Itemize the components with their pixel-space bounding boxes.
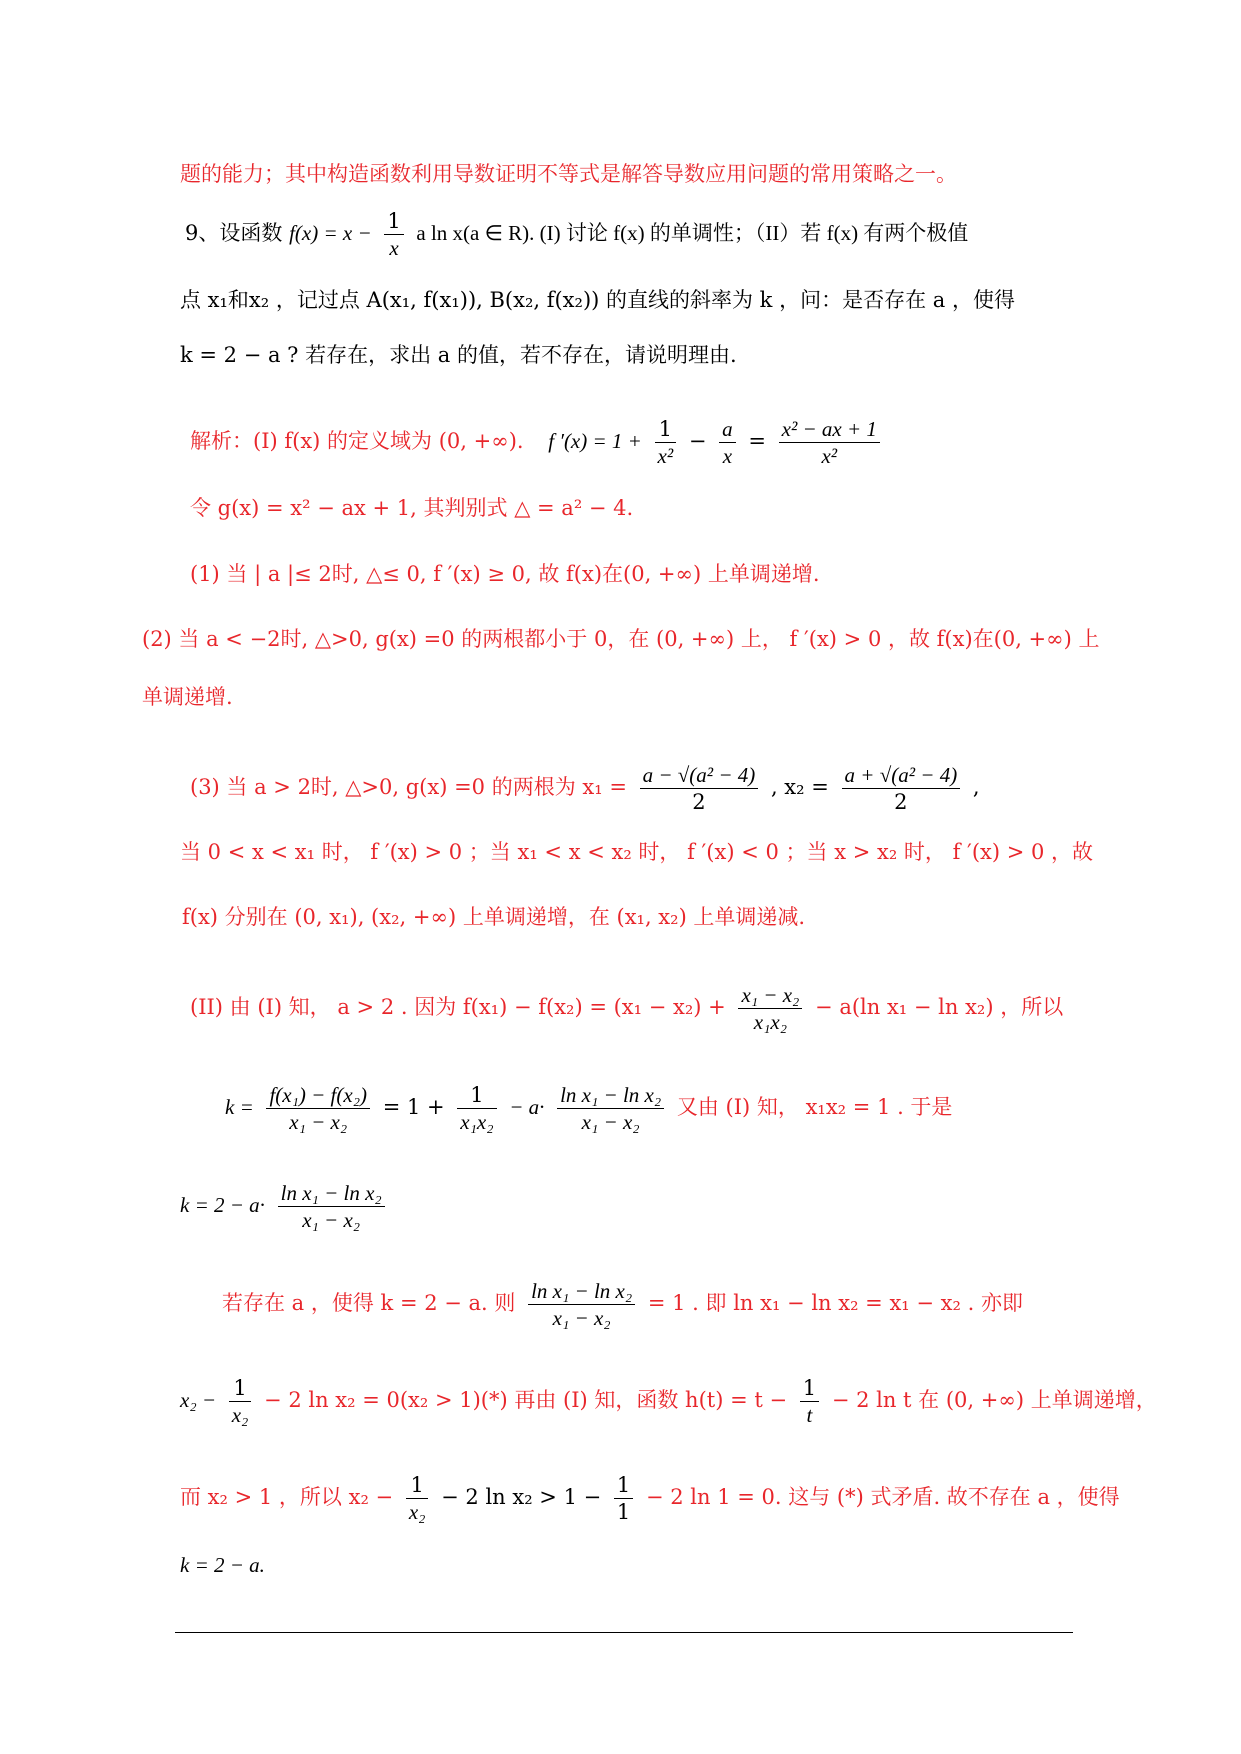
fraction (719, 416, 736, 469)
denominator: 1 (616, 1500, 631, 1524)
separator: , x₂ = (770, 775, 829, 799)
solution-line-8: f(x) 分别在 (0, x₁), (x₂, +∞) 上单调递增，在 (x₁, x₂) 上单调递减. (182, 905, 806, 929)
fraction (278, 1180, 385, 1233)
operator: = 1 + (382, 1095, 445, 1119)
denominator: x₂ (408, 1500, 426, 1524)
numerator: 1 (614, 1472, 633, 1499)
expression: − 2 ln x₂ > 1 − (441, 1485, 602, 1509)
operator: = (748, 429, 766, 453)
fraction (528, 1278, 635, 1331)
text-segment: 而 x₂ > 1 ，所以 x₂ − (180, 1485, 394, 1509)
denominator: x (722, 444, 733, 468)
footer-divider (175, 1632, 1073, 1633)
denominator: 2 (692, 790, 706, 814)
solution-line-6 (190, 762, 980, 815)
solution-line-4: (2) 当 a < −2时, △>0, g(x) =0 的两根都小于 0，在 (0, +∞) 上， f ′(x) > 0 ，故 f(x)在(0, +∞) 上 (142, 627, 1100, 651)
numerator: 1 (457, 1082, 496, 1109)
solution-line-11 (180, 1180, 391, 1233)
solution-line-2: 令 g(x) = x² − ax + 1, 其判别式 △ = a² − 4. (190, 496, 634, 520)
solution-line-12 (222, 1278, 1023, 1331)
solution-line-7: 当 0 < x < x₁ 时， f ′(x) > 0 ；当 x₁ < x < x₂ 时， f ′(x) < 0 ；当 x > x₂ 时， f ′(x) > 0 ，故 (180, 840, 1094, 864)
slope-expression: k = 2 − a· (180, 1193, 265, 1217)
numerator: x₁ − x₂ (738, 982, 802, 1009)
denominator: x² (821, 444, 838, 468)
question-9-line-1 (185, 208, 968, 261)
numerator: a (719, 416, 736, 443)
denominator: x₁x₂ (753, 1010, 788, 1034)
denominator: 2 (894, 790, 908, 814)
denominator: x₁ − x₂ (289, 1110, 348, 1134)
numerator: f(x₁) − f(x₂) (266, 1082, 370, 1109)
case-3-text: (3) 当 a > 2时, △>0, g(x) =0 的两根为 x₁ = (190, 775, 627, 799)
solution-intro: 解析：(I) f(x) 的定义域为 (0, +∞). (190, 429, 524, 453)
numerator: a − √(a² − 4) (640, 762, 759, 789)
denominator: x₂ (231, 1403, 249, 1427)
fraction (640, 762, 759, 815)
solution-line-5: 单调递增. (142, 685, 233, 709)
q9-function: f(x) = x − (289, 221, 372, 245)
denominator: x₁ − x₂ (552, 1306, 611, 1330)
fraction (614, 1472, 633, 1525)
part-2-text-cont: − a(ln x₁ − ln x₂) ，所以 (815, 995, 1064, 1019)
operator: − a· (509, 1095, 545, 1119)
numerator: ln x₁ − ln x₂ (278, 1180, 385, 1207)
fraction (384, 208, 403, 261)
slope-label: k = (225, 1095, 254, 1119)
numerator: 1 (384, 208, 403, 235)
numerator: a + √(a² − 4) (842, 762, 961, 789)
text-segment: − 2 ln x₂ = 0(x₂ > 1)(*) 再由 (I) 知，函数 h(t) = t − (264, 1388, 788, 1412)
separator: , (972, 775, 980, 799)
solution-line-1 (190, 416, 886, 469)
denominator: t (806, 1403, 813, 1427)
fraction (738, 982, 802, 1035)
solution-line-3: (1) 当 | a |≤ 2时, △≤ 0, f ′(x) ≥ 0, 故 f(x)在(0, +∞) 上单调递增. (190, 562, 820, 586)
text-segment: 若存在 a ，使得 k = 2 − a. 则 (222, 1291, 516, 1315)
expression: x₂ − (180, 1388, 217, 1412)
numerator: 1 (229, 1375, 252, 1402)
question-9-line-2: 点 x₁和x₂ ，记过点 A(x₁, f(x₁)), B(x₂, f(x₂)) 的直线的斜率为 k ，问：是否存在 a ，使得 (180, 288, 1015, 312)
fraction (406, 1472, 429, 1525)
derivative-label: f ′(x) = 1 + (548, 429, 642, 453)
solution-line-9 (190, 982, 1063, 1035)
fraction (229, 1375, 252, 1428)
fraction (842, 762, 961, 815)
numerator: x² − ax + 1 (779, 416, 880, 443)
fraction (800, 1375, 819, 1428)
question-9-line-3: k = 2 − a ? 若存在，求出 a 的值，若不存在，请说明理由. (180, 343, 737, 367)
numerator: ln x₁ − ln x₂ (557, 1082, 664, 1109)
fraction (266, 1082, 370, 1135)
denominator: x₁x₂ (460, 1110, 494, 1134)
text-segment: − 2 ln t 在 (0, +∞) 上单调递增， (831, 1388, 1157, 1412)
operator: − (688, 429, 707, 453)
solution-line-15: k = 2 − a. (180, 1553, 265, 1577)
fraction (557, 1082, 664, 1135)
denominator: x₁ − x₂ (581, 1110, 640, 1134)
denominator: x² (657, 444, 674, 468)
denominator: x (389, 236, 399, 260)
solution-line-10 (225, 1082, 952, 1135)
text-line: 题的能力；其中构造函数利用导数证明不等式是解答导数应用问题的常用策略之一。 (180, 162, 957, 186)
numerator: ln x₁ − ln x₂ (528, 1278, 635, 1305)
text-segment: 又由 (I) 知， x₁x₂ = 1 . 于是 (676, 1095, 953, 1119)
numerator: 1 (655, 416, 677, 443)
fraction (655, 416, 677, 469)
solution-line-13 (180, 1375, 1157, 1428)
denominator: x₁ − x₂ (302, 1208, 361, 1232)
text-segment: = 1 . 即 ln x₁ − ln x₂ = x₁ − x₂ . 亦即 (647, 1291, 1023, 1315)
solution-line-14 (180, 1472, 1120, 1525)
numerator: 1 (800, 1375, 819, 1402)
fraction (457, 1082, 496, 1135)
q9-rest: a ln x(a ∈ R). (I) 讨论 f(x) 的单调性；（II）若 f(x) 有两个极值 (416, 221, 969, 245)
q9-label: 9、设函数 (185, 221, 283, 245)
fraction (779, 416, 880, 469)
part-2-text: (II) 由 (I) 知， a > 2 . 因为 f(x₁) − f(x₂) = (x₁ − x₂) + (190, 995, 726, 1019)
text-segment: − 2 ln 1 = 0. 这与 (*) 式矛盾. 故不存在 a ，使得 (645, 1485, 1120, 1509)
numerator: 1 (406, 1472, 429, 1499)
